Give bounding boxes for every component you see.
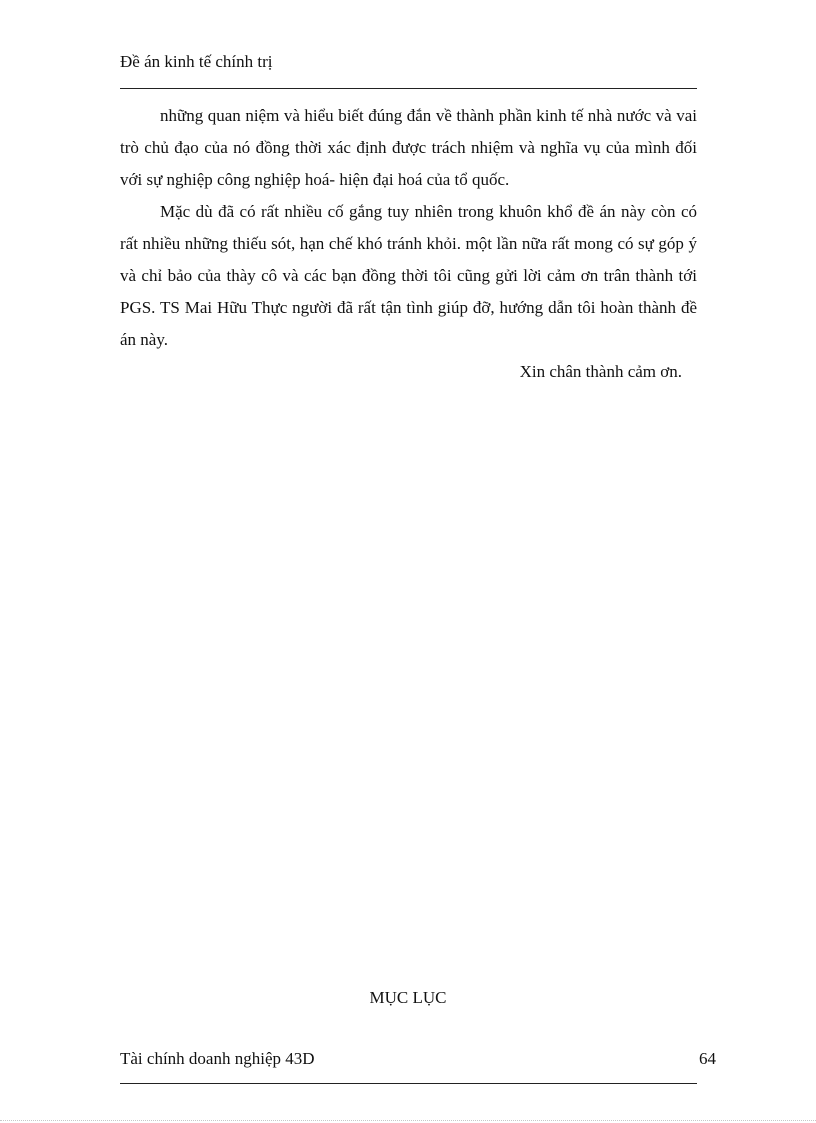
page-header: Đề án kinh tế chính trị [120,52,273,71]
paragraph-acknowledgement: Mặc dù đã có rất nhiều cố gắng tuy nhiên trong khuôn khổ đề án này còn có rất nhiều những thiếu sót, hạn chế khó tránh khỏi. một lần nữa rất mong có sự góp ý và chỉ bảo của thày cô và các bạn đồng thời tôi cũng gửi lời cảm ơn trân thành tới PGS. TS Mai Hữu Thực người đã rất tận tình giúp đỡ, hướng dẫn tôi hoàn thành đề án này. [120,202,697,349]
signoff: Xin chân thành cảm ơn. [519,362,682,381]
footer-text: Tài chính doanh nghiệp 43D [120,1049,315,1068]
header-rule [120,88,697,89]
page-number: 64 [699,1049,716,1068]
footer-rule [120,1083,697,1084]
body-text [120,100,697,388]
paragraph-continuation: những quan niệm và hiểu biết đúng đắn về thành phần kinh tế nhà nước và vai trò chủ đạo của nó đồng thời xác định được trách nhiệm và nghĩa vụ của mình đối với sự nghiệp công nghiệp hoá- hiện đại hoá của tổ quốc. [120,106,697,189]
toc-heading: MỤC LỤC [369,988,447,1007]
page-edge-dotted [0,1120,816,1121]
